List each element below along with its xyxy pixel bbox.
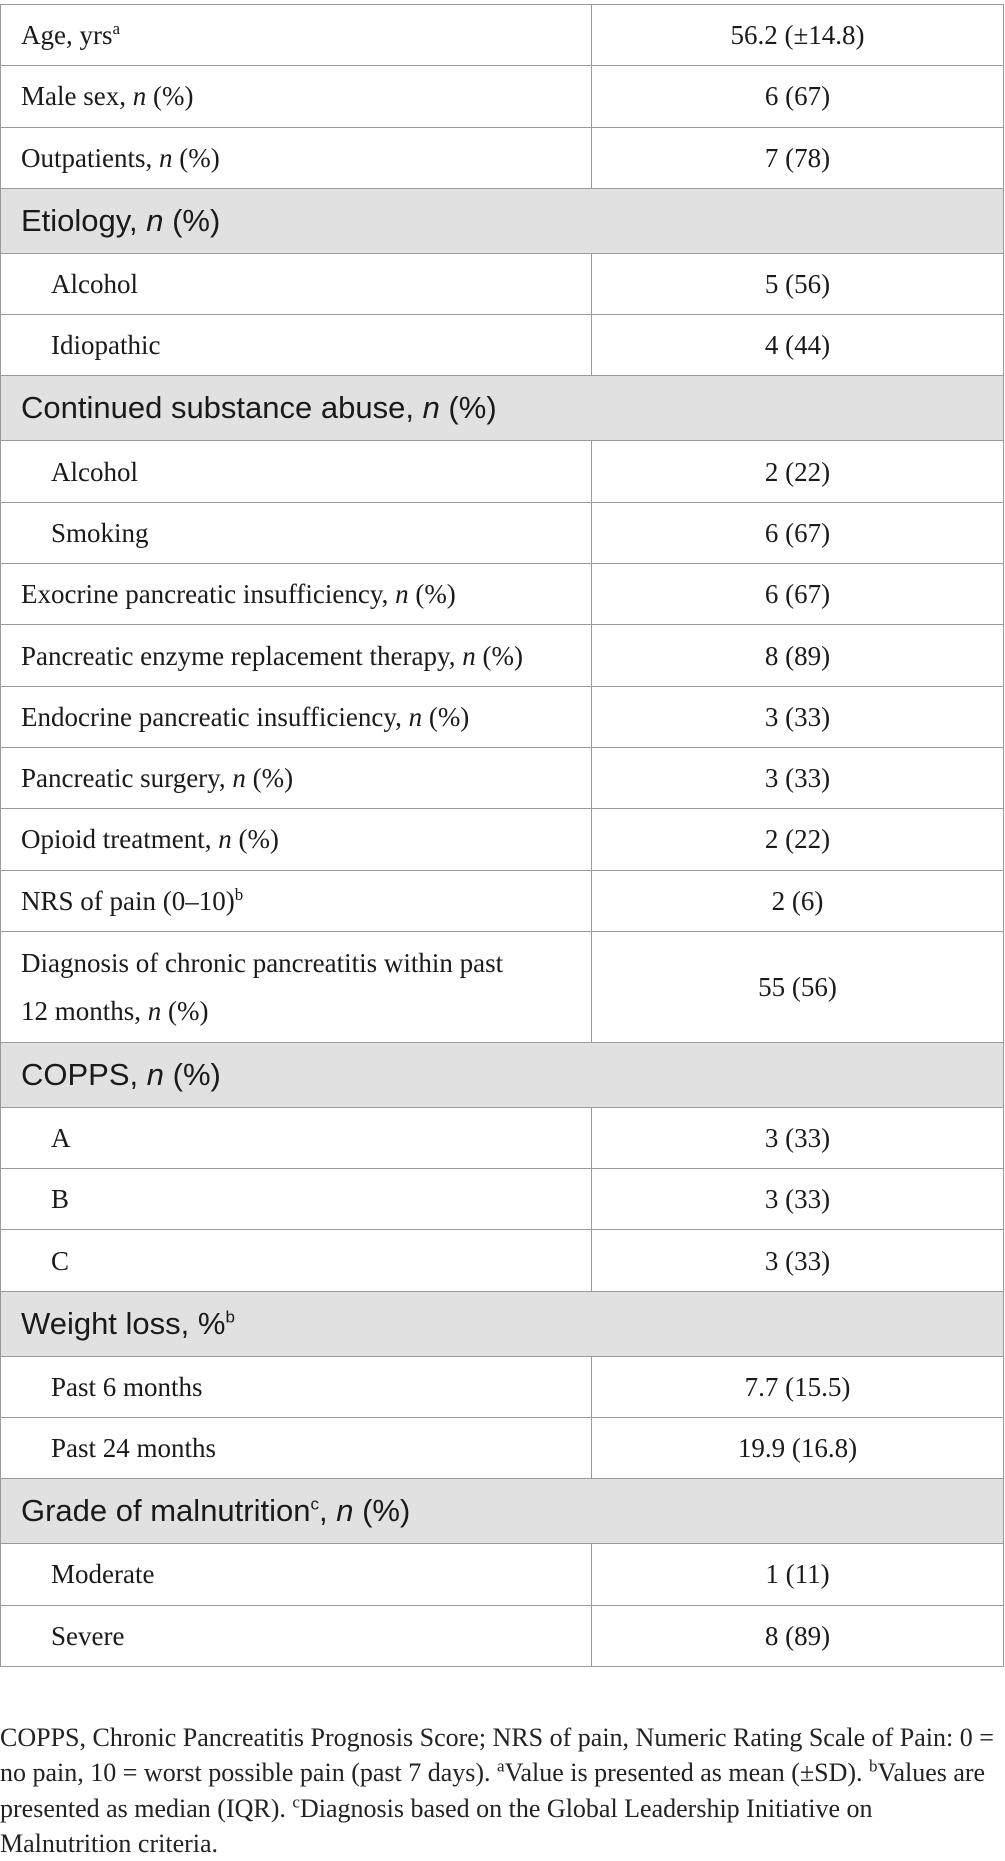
footnote-marker: c: [310, 1495, 319, 1515]
label-suffix: (%): [146, 81, 194, 112]
section-header-etiology: [1, 188, 1004, 253]
label-suffix: (%): [172, 142, 220, 173]
label-n: n: [132, 81, 147, 112]
row-label: Past 24 months: [1, 1418, 592, 1479]
section-n: n: [146, 1056, 165, 1092]
footnote-marker: a: [497, 1756, 505, 1776]
label-n: n: [462, 640, 476, 671]
row-label: [1, 564, 592, 625]
row-label: [1, 625, 592, 686]
section-text: COPPS,: [21, 1056, 147, 1092]
section-label: [1, 188, 1004, 253]
row-value: 6 (67): [592, 66, 1004, 127]
row-label: [1, 870, 592, 931]
footnote-marker: b: [869, 1756, 878, 1776]
section-header-copps: [1, 1042, 1004, 1107]
table-row: [1, 747, 1004, 808]
row-label: [1, 5, 592, 66]
section-header-substance-abuse: [1, 376, 1004, 441]
table-row: [1, 1230, 1004, 1291]
label-suffix: (%): [475, 640, 523, 671]
row-value: 2 (22): [592, 809, 1004, 870]
table-row: [1, 809, 1004, 870]
row-value: 3 (33): [592, 747, 1004, 808]
row-value: 3 (33): [592, 686, 1004, 747]
row-label: Moderate: [1, 1544, 592, 1605]
label-suffix: (%): [245, 763, 294, 794]
row-label: [1, 931, 592, 1042]
section-header-weight-loss: [1, 1291, 1004, 1356]
table-row: [1, 253, 1004, 314]
label-n: n: [395, 579, 409, 610]
characteristics-table-container: [0, 4, 1005, 1667]
footnote-text: Value is presented as mean (±SD).: [504, 1758, 870, 1788]
row-value: 56.2 (±14.8): [592, 5, 1004, 66]
label-n: n: [147, 995, 162, 1026]
label-n: n: [232, 763, 246, 794]
row-value: 6 (67): [592, 502, 1004, 563]
footnote-marker: c: [292, 1791, 300, 1811]
table-row: [1, 5, 1004, 66]
table-row: [1, 66, 1004, 127]
section-text: Continued substance abuse,: [21, 390, 423, 426]
section-n: n: [146, 202, 164, 238]
row-label: Smoking: [1, 502, 592, 563]
label-text: Endocrine pancreatic insufficiency,: [21, 701, 409, 732]
row-value: 1 (11): [592, 1544, 1004, 1605]
label-text: Pancreatic surgery,: [21, 763, 233, 794]
footnote-text: Values are presented as median (IQR).: [0, 1758, 986, 1823]
label-text: Opioid treatment,: [21, 824, 219, 855]
table-row: [1, 1544, 1004, 1605]
row-label: Idiopathic: [1, 315, 592, 376]
row-value: 2 (22): [592, 441, 1004, 502]
section-label: [1, 376, 1004, 441]
section-mid: ,: [318, 1493, 337, 1529]
table-row: [1, 931, 1004, 1042]
label-suffix: (%): [231, 824, 279, 855]
row-value: 6 (67): [592, 564, 1004, 625]
section-suffix: (%): [164, 1056, 221, 1092]
row-value: 4 (44): [592, 315, 1004, 376]
section-suffix: (%): [353, 1493, 411, 1529]
row-value: 7.7 (15.5): [592, 1356, 1004, 1417]
label-suffix: (%): [422, 701, 470, 732]
label-suffix: (%): [161, 995, 209, 1026]
table-row: [1, 1107, 1004, 1168]
row-label: [1, 809, 592, 870]
section-label: [1, 1479, 1004, 1544]
table-row: [1, 315, 1004, 376]
footnote-text: Diagnosis based on the Global Leadership Initiative on Malnutrition criteria.: [0, 1793, 873, 1858]
row-value: 8 (89): [592, 1605, 1004, 1666]
footnote-marker: b: [225, 1307, 235, 1327]
row-value: 7 (78): [592, 127, 1004, 188]
table-row: [1, 1605, 1004, 1666]
label-text: Pancreatic enzyme replacement therapy,: [21, 640, 463, 671]
label-text-line2: 12 months,: [21, 995, 148, 1026]
row-value: 3 (33): [592, 1230, 1004, 1291]
label-suffix: (%): [408, 579, 456, 610]
section-suffix: (%): [163, 202, 221, 238]
row-value: 8 (89): [592, 625, 1004, 686]
table-row: [1, 1418, 1004, 1479]
row-label: Alcohol: [1, 253, 592, 314]
section-text: Grade of malnutrition: [21, 1493, 311, 1529]
label-text: Outpatients,: [21, 142, 159, 173]
row-value: 19.9 (16.8): [592, 1418, 1004, 1479]
row-value: 55 (56): [592, 931, 1004, 1042]
footnote-text: COPPS, Chronic Pancreatitis Prognosis Score; NRS of pain, Numeric Rating Scale of Pain: 0 = no pain, 10 = worst possible pain (past 7 days).: [0, 1723, 994, 1788]
table-row: [1, 502, 1004, 563]
row-label: Severe: [1, 1605, 592, 1666]
row-label: C: [1, 1230, 592, 1291]
label-text: Male sex,: [21, 81, 133, 112]
table-row: [1, 127, 1004, 188]
label-text: NRS of pain (0–10): [21, 885, 235, 916]
row-label: [1, 127, 592, 188]
row-value: 3 (33): [592, 1169, 1004, 1230]
section-n: n: [422, 390, 440, 426]
section-n: n: [336, 1493, 354, 1529]
row-label: [1, 747, 592, 808]
row-value: 2 (6): [592, 870, 1004, 931]
row-value: 3 (33): [592, 1107, 1004, 1168]
row-label: B: [1, 1169, 592, 1230]
section-suffix: (%): [439, 390, 497, 426]
label-n: n: [218, 824, 232, 855]
label-text: Age, yrs: [21, 20, 113, 51]
row-label: Alcohol: [1, 441, 592, 502]
label-text: Diagnosis of chronic pancreatitis within past: [21, 947, 504, 978]
section-text: Etiology,: [21, 202, 147, 238]
table-row: [1, 686, 1004, 747]
section-header-malnutrition: [1, 1479, 1004, 1544]
footnote-marker: b: [234, 884, 244, 904]
table-footnote: [0, 1720, 1000, 1861]
section-text: Weight loss, %: [21, 1305, 226, 1341]
table-row: [1, 441, 1004, 502]
section-label: [1, 1291, 1004, 1356]
table-row: [1, 1356, 1004, 1417]
row-label: Past 6 months: [1, 1356, 592, 1417]
table-row: [1, 564, 1004, 625]
table-row: [1, 870, 1004, 931]
section-label: [1, 1042, 1004, 1107]
label-n: n: [408, 701, 423, 732]
characteristics-table: [0, 4, 1004, 1667]
table-row: [1, 625, 1004, 686]
row-label: [1, 686, 592, 747]
row-label: A: [1, 1107, 592, 1168]
label-n: n: [158, 142, 173, 173]
footnote-marker: a: [112, 19, 121, 39]
table-row: [1, 1169, 1004, 1230]
label-text: Exocrine pancreatic insufficiency,: [21, 579, 396, 610]
row-value: 5 (56): [592, 253, 1004, 314]
row-label: [1, 66, 592, 127]
